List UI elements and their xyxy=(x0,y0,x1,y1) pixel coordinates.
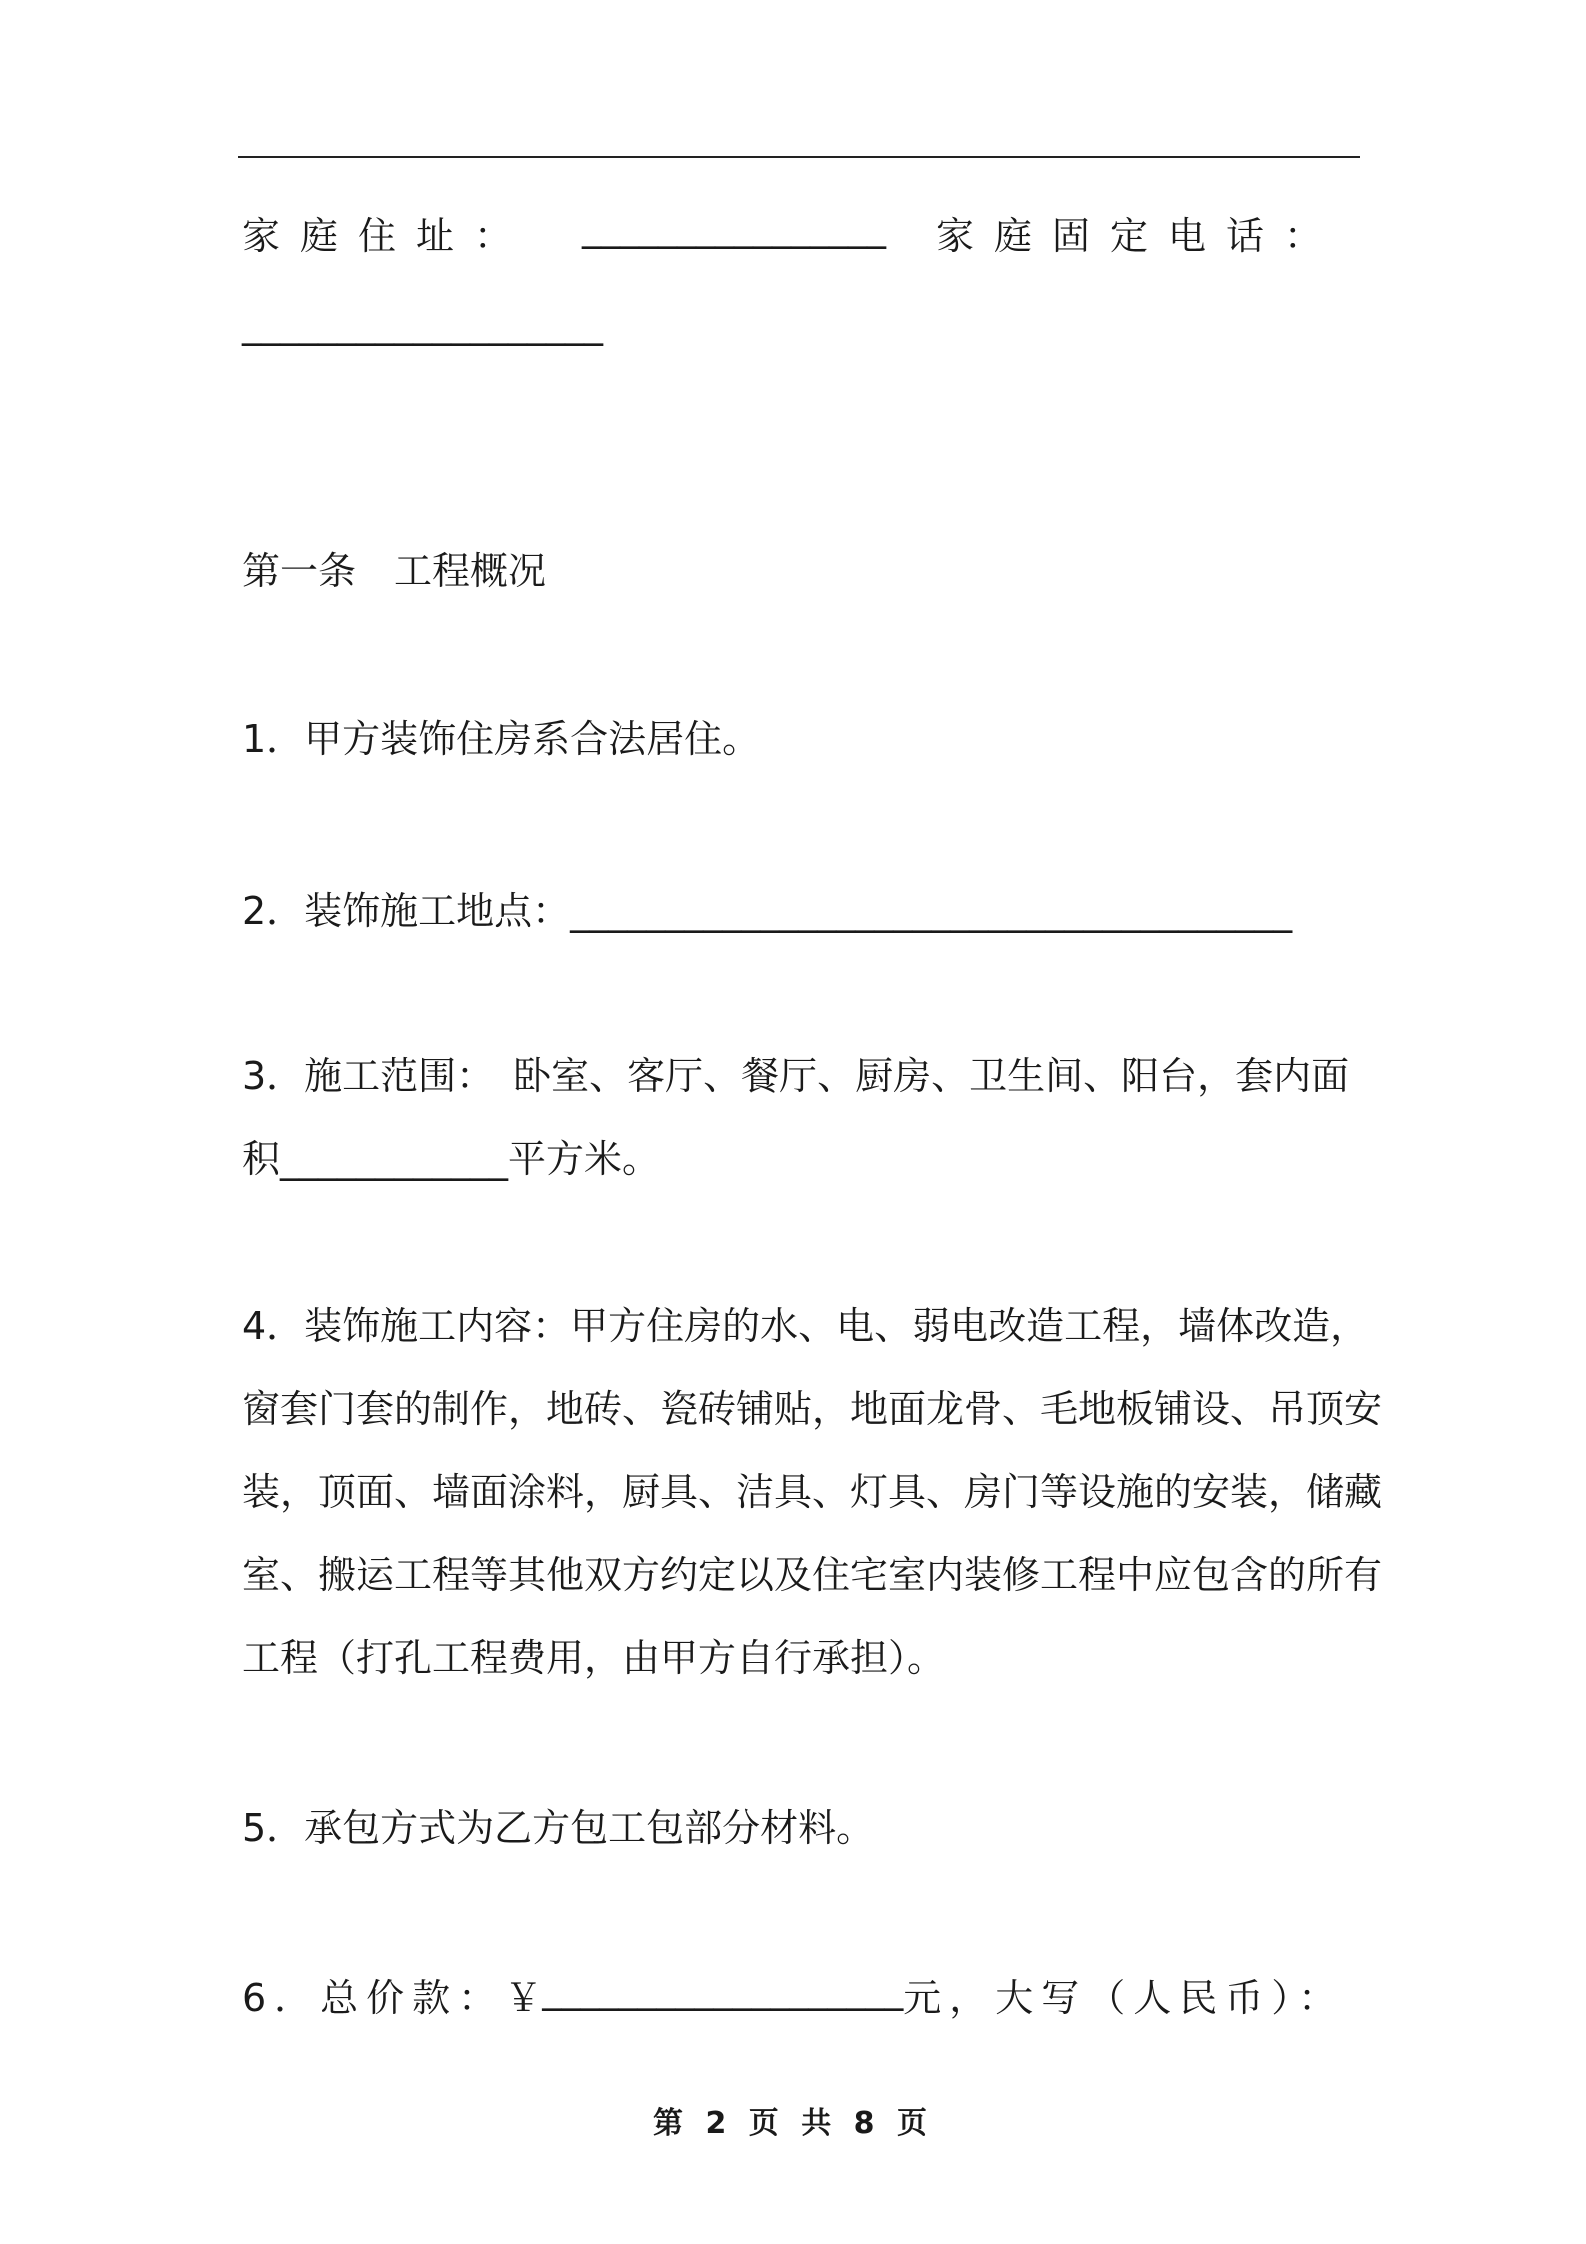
item-4-line-5: 工程（打孔工程费用，由甲方自行承担）。 xyxy=(242,1636,946,1680)
item-3-line-2: 积____________平方米。 xyxy=(242,1137,661,1181)
item-1: 1．甲方装饰住房系合法居住。 xyxy=(242,717,761,761)
phone-blank: ___________________ xyxy=(242,302,603,346)
item-4-line-3: 装，顶面、墙面涂料，厨具、洁具、灯具、房门等设施的安装，储藏 xyxy=(242,1470,1383,1514)
item-4-line-2: 窗套门套的制作，地砖、瓷砖铺贴，地面龙骨、毛地板铺设、吊顶安 xyxy=(242,1387,1383,1431)
total-blank: ___________________ xyxy=(542,1967,904,2011)
page-number: 第 2 页 共 8 页 xyxy=(653,2106,933,2141)
total-label: 6．总价款： xyxy=(242,1976,505,2020)
total-price-row xyxy=(242,1967,1345,2022)
caps-label: 大写（人民币）： xyxy=(995,1976,1345,2020)
article-title: 第一条 工程概况 xyxy=(242,549,547,593)
item-4-line-4: 室、搬运工程等其他双方约定以及住宅室内装修工程中应包含的所有 xyxy=(242,1553,1383,1597)
item-3-line-1: 3．施工范围： 卧室、客厅、餐厅、厨房、卫生间、阳台，套内面 xyxy=(242,1054,1350,1098)
currency-symbol: ￥ xyxy=(504,1976,543,2020)
phone-label: 家庭固定电话： xyxy=(935,214,1342,258)
yuan-unit: 元， xyxy=(903,1976,996,2020)
address-label: 家庭住址： xyxy=(242,214,533,258)
item-4-line-1: 4．装饰施工内容：甲方住房的水、电、弱电改造工程，墙体改造， xyxy=(242,1304,1369,1348)
address-phone-row xyxy=(242,205,1342,260)
address-blank: ________________ xyxy=(582,205,886,249)
item-2: 2．装饰施工地点：______________________________________ xyxy=(242,889,1293,933)
header-rule xyxy=(238,156,1360,158)
item-5: 5．承包方式为乙方包工包部分材料。 xyxy=(242,1806,875,1850)
